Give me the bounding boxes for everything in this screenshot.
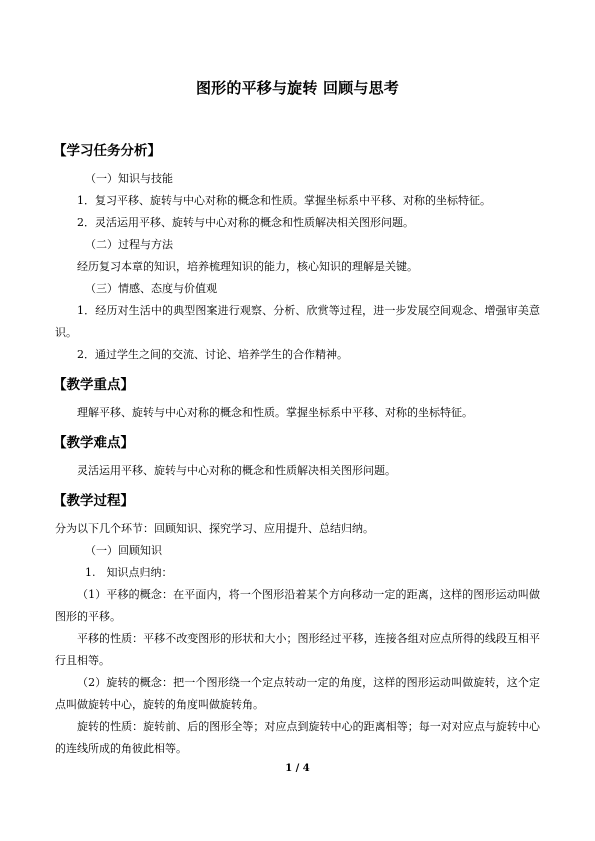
paragraph: 经历复习本章的知识，培养梳理知识的能力，核心知识的理解是关键。 [77,260,418,273]
section-heading-process: 【教学过程】 [53,493,134,509]
paragraph: （二）过程与方法 [85,238,173,251]
paragraph: （一）回顾知识 [85,544,162,557]
section-heading-analysis: 【学习任务分析】 [53,143,161,159]
paragraph: （三）情感、态度与价值观 [85,282,217,295]
paragraph: 2．通过学生之间的交流、讨论、培养学生的合作精神。 [77,348,348,361]
paragraph: 分为以下几个环节：回顾知识、探究学习、应用提升、总结归纳。 [55,522,374,535]
section-heading-key-points: 【教学重点】 [53,377,134,393]
paragraph: 1．复习平移、旋转与中心对称的概念和性质。掌握坐标系中平移、对称的坐标特征。 [77,194,491,207]
paragraph: 灵活运用平移、旋转与中心对称的概念和性质解决相关图形问题。 [77,464,396,477]
paragraph: 2．灵活运用平移、旋转与中心对称的概念和性质解决相关图形问题。 [77,216,414,229]
paragraph: （1）平移的概念：在平面内，将一个图形沿着某个方向移动一定的距离，这样的图形运动叫做图形的平移。 [55,588,540,623]
paragraph: （2）旋转的概念：把一个图形绕一个定点转动一定的角度，这样的图形运动叫做旋转，这个定点叫做旋转中心，旋转的角度叫做旋转角。 [55,676,540,711]
section-heading-difficulties: 【教学难点】 [53,435,134,451]
paragraph: 1. 知识点归纳： [85,566,173,579]
paragraph: 平移的性质：平移不改变图形的形状和大小；图形经过平移，连接各组对应点所得的线段互相平行且相等。 [55,632,540,667]
page-number: 1 / 4 [285,763,310,774]
document-body [55,140,540,760]
paragraph: 旋转的性质：旋转前、后的图形全等；对应点到旋转中心的距离相等；每一对对应点与旋转中心的连线所成的角彼此相等。 [55,720,540,755]
page-title: 图形的平移与旋转 回顾与思考 [195,79,400,97]
paragraph: 1．经历对生活中的典型图案进行观察、分析、欣赏等过程，进一步发展空间观念、增强审美意识。 [55,304,540,339]
paragraph: 理解平移、旋转与中心对称的概念和性质。掌握坐标系中平移、对称的坐标特征。 [77,406,473,419]
paragraph: （一）知识与技能 [85,172,173,185]
